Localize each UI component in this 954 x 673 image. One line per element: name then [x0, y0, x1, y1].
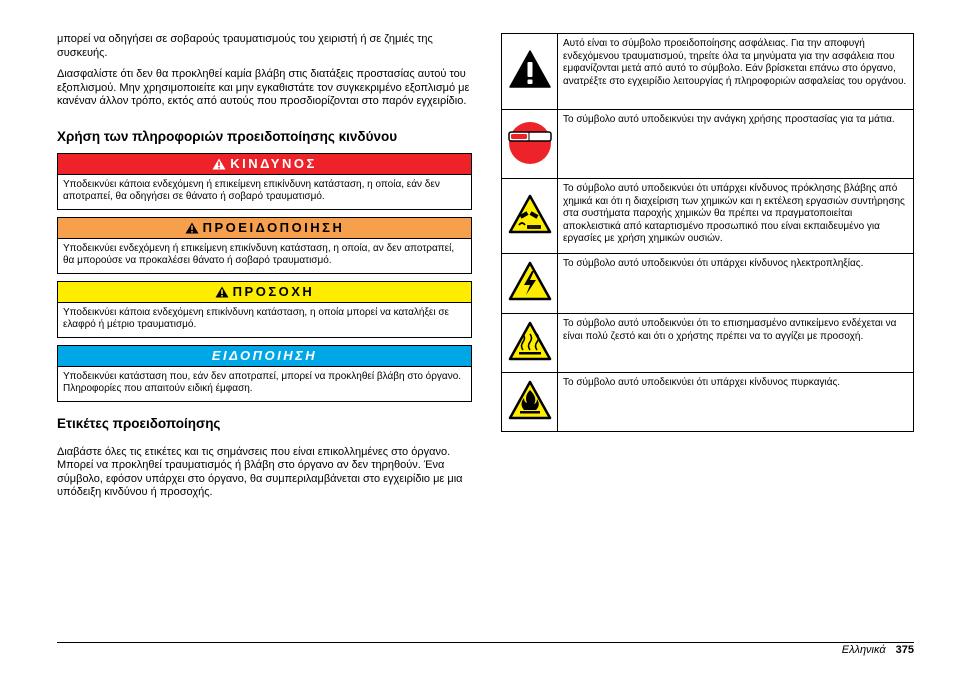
table-row: [502, 34, 914, 110]
chemical-hazard-icon: [508, 221, 552, 238]
warning-text: Υποδεικνύει ενδεχόμενη ή επικείμενη επικίνδυνη κατάσταση, η οποία, αν δεν αποτραπεί, θα μπορούσε να προκαλέσει θάνατο ή σοβαρό τραυματισμό.: [63, 242, 455, 266]
table-row: [502, 110, 914, 179]
symbol-description: Το σύμβολο αυτό υποδεικνύει ότι υπάρχει κίνδυνος ηλεκτροπληξίας.: [558, 254, 914, 314]
caution-label: ΠΡΟΣΟΧΗ: [232, 283, 315, 299]
danger-bar: [58, 154, 471, 175]
symbol-description: Το σύμβολο αυτό υποδεικνύει την ανάγκη χρήσης προστασίας για τα μάτια.: [558, 110, 914, 179]
warning-triangle-icon: [212, 156, 226, 176]
labels-heading: Ετικέτες προειδοποίησης: [57, 415, 221, 431]
warning-triangle-icon: [215, 284, 229, 304]
symbol-cell: [502, 373, 558, 432]
caution-bar: [58, 282, 471, 303]
caution-box: [57, 281, 472, 338]
notice-text: Υποδεικνύει κατάσταση που, εάν δεν αποτραπεί, μπορεί να προκληθεί βλάβη στο όργανο. Πληροφορίες που απαιτούν ειδική έμφαση.: [63, 370, 462, 394]
page-footer: [842, 644, 914, 656]
table-row: [502, 314, 914, 373]
table-row: [502, 373, 914, 432]
notice-label: ΕΙΔΟΠΟΙΗΣΗ: [211, 347, 318, 363]
footer-divider: [57, 642, 914, 643]
warning-label: ΠΡΟΕΙΔΟΠΟΙΗΣΗ: [202, 219, 345, 235]
symbol-cell: [502, 179, 558, 254]
table-row: [502, 254, 914, 314]
notice-bar: [58, 346, 471, 367]
symbol-cell: [502, 110, 558, 179]
left-column: [57, 33, 472, 508]
symbol-description: Το σύμβολο αυτό υποδεικνύει ότι υπάρχει κίνδυνος πυρκαγιάς.: [558, 373, 914, 432]
table-row: [502, 179, 914, 254]
symbol-description: Το σύμβολο αυτό υποδεικνύει ότι υπάρχει κίνδυνος πρόκλησης βλάβης από χημικά και ότι η διαχείριση των χημικών και η εκτέλεση εργασιών συντήρησης στα συστήματα παροχής χημικών θα πρέπει να πραγματοποιείται αποκλειστικά από καταρτισμένο προσωπικό που είναι εκπαιδευμένο για εργασίες με χρήση χημικών ουσιών.: [558, 179, 914, 254]
danger-box: [57, 153, 472, 210]
symbols-table: [501, 33, 914, 432]
fire-hazard-icon: [508, 407, 552, 424]
caution-text: Υποδεικνύει κάποια ενδεχόμενη επικίνδυνη κατάσταση, η οποία μπορεί να καταλήξει σε ελαφρό ή μέτριο τραυματισμό.: [63, 306, 450, 330]
danger-text: Υποδεικνύει κάποια ενδεχόμενη ή επικείμενη επικίνδυνη κατάσταση, η οποία, εάν δεν αποτραπεί, θα οδηγήσει σε θάνατο ή σοβαρό τραυματισμό.: [63, 178, 440, 202]
danger-label: ΚΙΝΔΥΝΟΣ: [230, 155, 317, 171]
hot-surface-icon: [508, 348, 552, 365]
eye-protection-icon: [507, 154, 553, 171]
general-warning-icon: [509, 75, 551, 92]
warning-bar: [58, 218, 471, 239]
symbol-cell: [502, 34, 558, 110]
symbol-description: Αυτό είναι το σύμβολο προειδοποίησης ασφάλειας. Για την αποφυγή ενδεχόμενου τραυματισμού, τηρείτε όλα τα μηνύματα για την ασφάλεια που εμφανίζονται μετά από αυτό το σύμβολο. Εάν βρίσκεται επάνω στο όργανο, ανατρέξτε στο εγχειρίδιο λειτουργίας ή πληροφοριών ασφαλείας του οργάνου.: [558, 34, 914, 110]
hazard-info-heading: Χρήση των πληροφοριών προειδοποίησης κινδύνου: [57, 128, 398, 144]
symbol-description: Το σύμβολο αυτό υποδεικνύει ότι το επισημασμένο αντικείμενο ενδέχεται να είναι πολύ ζεστό και ότι ο χρήστης πρέπει να το αγγίζει με προσοχή.: [558, 314, 914, 373]
labels-paragraph: Διαβάστε όλες τις ετικέτες και τις σημάνσεις που είναι επικολλημένες στο όργανο. Μπορεί να προκληθεί τραυματισμός ή βλάβη στο όργανο αν δεν τηρηθούν. Ένα σύμβολο, εφόσον υπάρχει στο όργανο, θα συμπεριλαμβάνεται στο εγχειρίδιο με μια υπόδειξη κινδύνου ή προσοχής.: [57, 445, 463, 498]
warning-triangle-icon: [185, 220, 199, 240]
intro-paragraph-1: μπορεί να οδηγήσει σε σοβαρούς τραυματισμούς του χειριστή ή σε ζημιές της συσκευής.: [57, 33, 433, 59]
page-number: 375: [895, 644, 914, 656]
intro-paragraph-2: Διασφαλίστε ότι δεν θα προκληθεί καμία βλάβη στις διατάξεις προστασίας αυτού του εξοπλισμού. Μην χρησιμοποιείτε και μην εγκαθιστάτε τον συγκεκριμένο εξοπλισμό με κανέναν άλλον τρόπο, εκτός από αυτούς που προσδιορίζονται στο παρόν εγχειρίδιο.: [57, 68, 470, 107]
footer-language: Ελληνικά: [841, 644, 886, 656]
symbol-cell: [502, 254, 558, 314]
warning-box: [57, 217, 472, 274]
symbol-cell: [502, 314, 558, 373]
notice-box: [57, 345, 472, 402]
electrical-hazard-icon: [508, 288, 552, 305]
